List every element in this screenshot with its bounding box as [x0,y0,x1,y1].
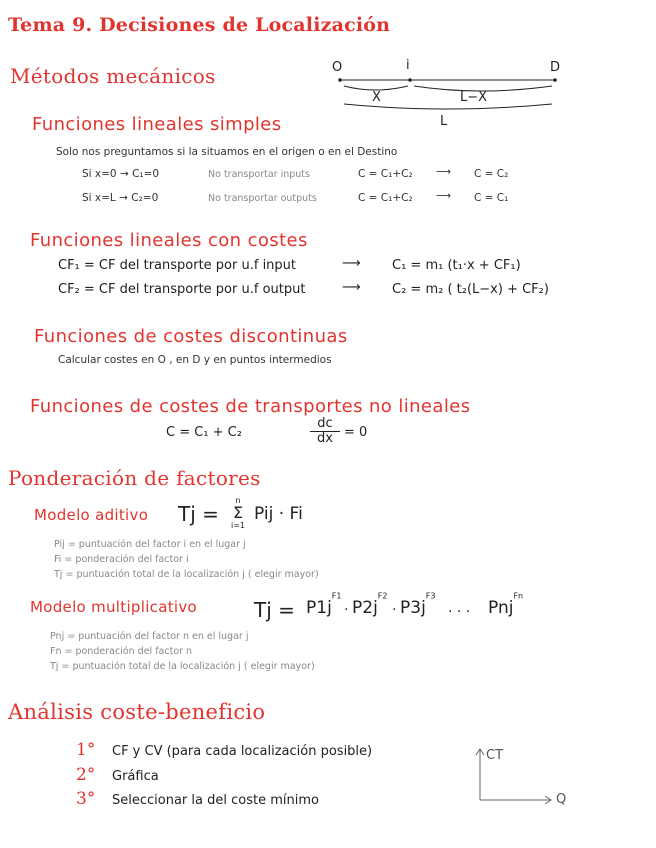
term-3-base: P3j [400,598,426,618]
step-1-number: 1° [76,740,96,760]
destination-label: D [550,60,561,75]
multiply-dot-2: · [392,602,397,618]
term-1-base: P1j [306,598,332,618]
costes-row-2-arrow: ⟶ [342,280,361,295]
multiplicativo-term-2 [352,590,388,618]
discontinuas-text: Calcular costes en O , en D y en puntos intermedios [58,354,332,366]
no-lineales-equation: C = C₁ + C₂ [166,425,242,440]
aditivo-formula-rhs: Pij · Fi [254,504,303,524]
sum-symbol: Σ [232,503,244,522]
subsection-heading-multiplicativo: Modelo multiplicativo [30,598,198,616]
simples-row-1-equation: C = C₁+C₂ [358,168,413,180]
multiplicativo-term-3 [400,590,436,618]
simples-row-1-result: C = C₂ [474,168,509,180]
step-3-text: Seleccionar la del coste mínimo [112,793,319,808]
subsection-heading-discontinuas: Funciones de costes discontinuas [34,326,348,347]
simples-row-1-note: No transportar inputs [208,169,310,180]
step-2-text: Gráfica [112,769,159,784]
aditivo-def-3: Tj = puntuación total de la localización j ( elegir mayor) [54,569,319,580]
simples-row-1-condition: Si x=0 → C₁=0 [82,168,160,180]
aditivo-formula-lhs: Tj = [178,502,219,526]
subsection-heading-aditivo: Modelo aditivo [34,506,149,524]
section-heading-metodos: Métodos mecánicos [10,64,216,88]
section-heading-analisis: Análisis coste-beneficio [8,700,266,724]
step-3-number: 3° [76,789,96,809]
subsection-heading-no-lineales: Funciones de costes de transportes no lineales [30,396,471,417]
term-3-exponent: F3 [425,591,436,601]
term-2-exponent: F2 [377,591,388,601]
simples-row-1-arrow: ⟶ [436,166,452,178]
costes-row-1-arrow: ⟶ [342,256,361,271]
simples-row-2-arrow: ⟶ [436,190,452,202]
term-1-exponent: F1 [331,591,342,601]
multiplicativo-def-2: Fn = ponderación del factor n [50,646,193,657]
page-title: Tema 9. Decisiones de Localización [8,14,391,36]
multiply-dot-1: · [344,602,349,618]
point-label: i [406,58,410,73]
lineales-simples-intro: Solo nos preguntamos si la situamos en el origen o en el Destino [56,146,398,158]
derivative-rhs: = 0 [344,425,368,440]
aditivo-def-2: Fi = ponderación del factor i [54,554,189,565]
axis-y-label: CT [486,748,504,763]
simples-row-2-result: C = C₁ [474,192,509,204]
ct-q-axes [470,744,570,810]
costes-row-1-definition: CF₁ = CF del transporte por u.f input [58,258,297,273]
costes-row-1-equation: C₁ = m₁ (t₁·x + CF₁) [392,258,521,273]
section-heading-ponderacion: Ponderación de factores [8,466,261,490]
term-n-base: Pnj [488,598,514,618]
multiplicativo-term-n [488,590,523,618]
simples-row-2-note: No transportar outputs [208,193,317,204]
step-2-number: 2° [76,765,96,785]
origin-label: O [332,60,343,75]
aditivo-def-1: Pij = puntuación del factor i en el lugar j [54,539,246,550]
x-label: X [372,90,381,105]
summation [228,496,248,530]
segment-diagram [330,58,570,138]
axis-x-label: Q [556,792,567,807]
sum-lower-limit: i=1 [230,521,245,530]
lx-label: L−X [460,90,488,105]
subsection-heading-lineales-costes: Funciones lineales con costes [30,230,308,251]
multiplicativo-def-1: Pnj = puntuación del factor n en el lugar j [50,631,249,642]
costes-row-2-equation: C₂ = m₂ ( t₂(L−x) + CF₂) [392,282,549,297]
sum-upper-limit: n [235,496,241,505]
l-label: L [440,114,448,129]
step-1-text: CF y CV (para cada localización posible) [112,744,373,759]
simples-row-2-condition: Si x=L → C₂=0 [82,192,159,204]
multiplicativo-formula-lhs: Tj = [254,598,295,622]
derivative-numerator: dc [310,417,340,432]
simples-row-2-equation: C = C₁+C₂ [358,192,413,204]
term-n-exponent: Fn [513,591,524,601]
subsection-heading-lineales-simples: Funciones lineales simples [32,114,282,135]
term-2-base: P2j [352,598,378,618]
segment-lines [330,58,570,138]
costes-row-2-definition: CF₂ = CF del transporte por u.f output [58,282,306,297]
derivative-fraction [310,417,340,446]
multiplicativo-def-3: Tj = puntuación total de la localización j ( elegir mayor) [50,661,315,672]
derivative-denominator: dx [317,431,333,446]
multiplicativo-term-1 [306,590,342,618]
multiplicativo-dots: · · · [448,604,471,620]
